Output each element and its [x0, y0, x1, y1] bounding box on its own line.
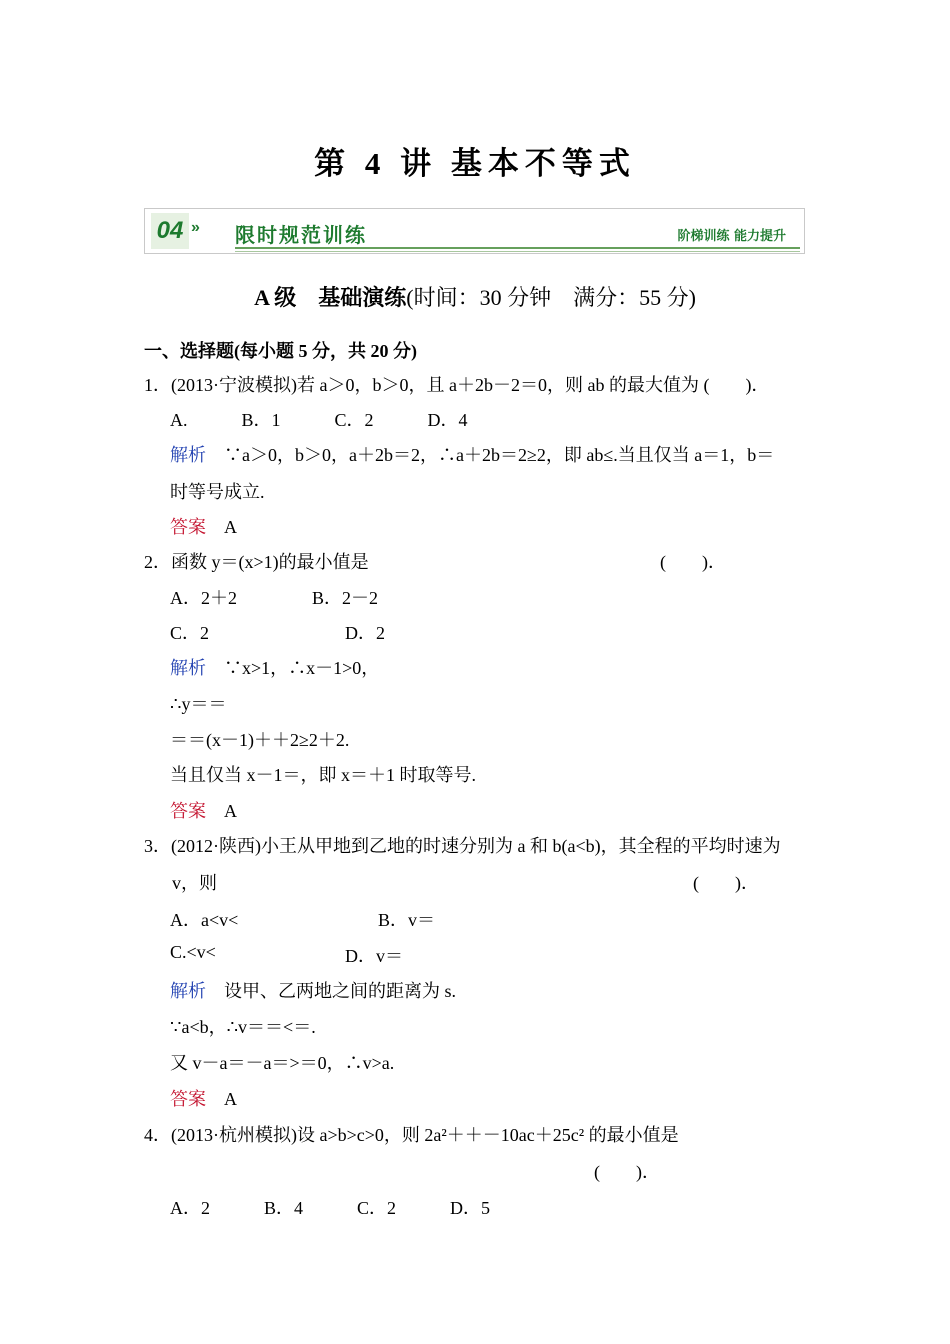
answer-3: [170, 1085, 237, 1111]
solution-3-step-1: ∵a<b，∴v＝＝<＝.: [170, 1017, 316, 1037]
solution-1: [170, 441, 774, 467]
level-heading: [0, 281, 950, 312]
question-2-option-d: D．2: [345, 623, 385, 643]
solution-label: 解析: [170, 445, 206, 465]
answer-label: 答案: [170, 517, 206, 537]
question-1-options: A. B．1 C．2 D．4: [170, 410, 468, 430]
question-3-bracket: ( )．: [693, 873, 759, 893]
question-3-option-d: D．v＝: [345, 946, 403, 966]
question-2: 2．函数 y＝(x>1)的最小值是: [144, 552, 369, 572]
solution-2-step-3: 当且仅当 x－1＝，即 x＝＋1 时取等号.: [170, 765, 476, 785]
solution-label: 解析: [170, 658, 206, 678]
question-2-option-a: A．2＋2: [170, 588, 237, 608]
answer-label: 答案: [170, 801, 206, 821]
question-3: 3．(2012·陕西)小王从甲地到乙地的时速分别为 a 和 b(a<b)，其全程的平均时速为: [144, 836, 781, 856]
question-3-option-a: A．a<v<: [170, 910, 239, 930]
solution-3-step-2: 又 v－a＝－a＝>＝0，∴v>a.: [170, 1053, 395, 1073]
banner-title: 限时规范训练: [235, 223, 367, 247]
question-2-bracket: ( )．: [660, 552, 726, 572]
section-banner: [144, 208, 805, 254]
chevron-icon: »: [191, 219, 200, 236]
question-2-option-b: B．2－2: [312, 588, 379, 608]
label-body: A: [206, 801, 237, 821]
banner-rule-thin: [235, 251, 800, 252]
banner-rule: [235, 247, 800, 249]
question-3-cont: v，则: [172, 873, 217, 893]
solution-2: [170, 654, 379, 680]
level-name: A 级 基础演练: [254, 285, 407, 310]
solution-2-step-1: ∴y＝＝: [170, 694, 227, 714]
solution-2-step-2: ＝＝(x－1)＋＋2≥2＋2.: [170, 730, 350, 750]
question-1: 1．(2013·宁波模拟)若 a＞0，b＞0，且 a＋2b－2＝0，则 ab 的最大值为 ( )．: [144, 375, 770, 395]
answer-label: 答案: [170, 1089, 206, 1109]
label-body: ∵a＞0，b＞0，a＋2b＝2，∴a＋2b＝2≥2，即 ab≤.当且仅当 a＝1，b＝: [206, 445, 775, 465]
solution-3: [170, 977, 456, 1003]
answer-1: [170, 513, 237, 539]
level-info: (时间：30 分钟 满分：55 分): [406, 285, 696, 310]
solution-label: 解析: [170, 981, 206, 1001]
section-heading: 一、选择题(每小题 5 分，共 20 分): [144, 341, 417, 361]
label-body: A: [206, 1089, 237, 1109]
question-4-options: A．2 B．4 C．2 D．5: [170, 1198, 491, 1218]
answer-2: [170, 797, 237, 823]
page-title: 第 4 讲 基本不等式: [314, 146, 636, 181]
question-3-option-b: B．v＝: [378, 910, 436, 930]
solution-1-cont: 时等号成立.: [170, 482, 265, 502]
label-body: A: [206, 517, 237, 537]
question-4-bracket: ( )．: [594, 1162, 660, 1182]
banner-subtitle: 阶梯训练 能力提升: [677, 229, 786, 244]
label-body: 设甲、乙两地之间的距离为 s.: [206, 981, 457, 1001]
label-body: ∵x>1，∴x－1>0，: [206, 658, 380, 678]
question-2-option-c: C．2: [170, 623, 210, 643]
question-3-option-c: C.<v<: [170, 942, 216, 962]
banner-badge: 04: [151, 213, 189, 249]
question-4: 4．(2013·杭州模拟)设 a>b>c>0，则 2a²＋＋－10ac＋25c² 的最小值是: [144, 1125, 679, 1145]
